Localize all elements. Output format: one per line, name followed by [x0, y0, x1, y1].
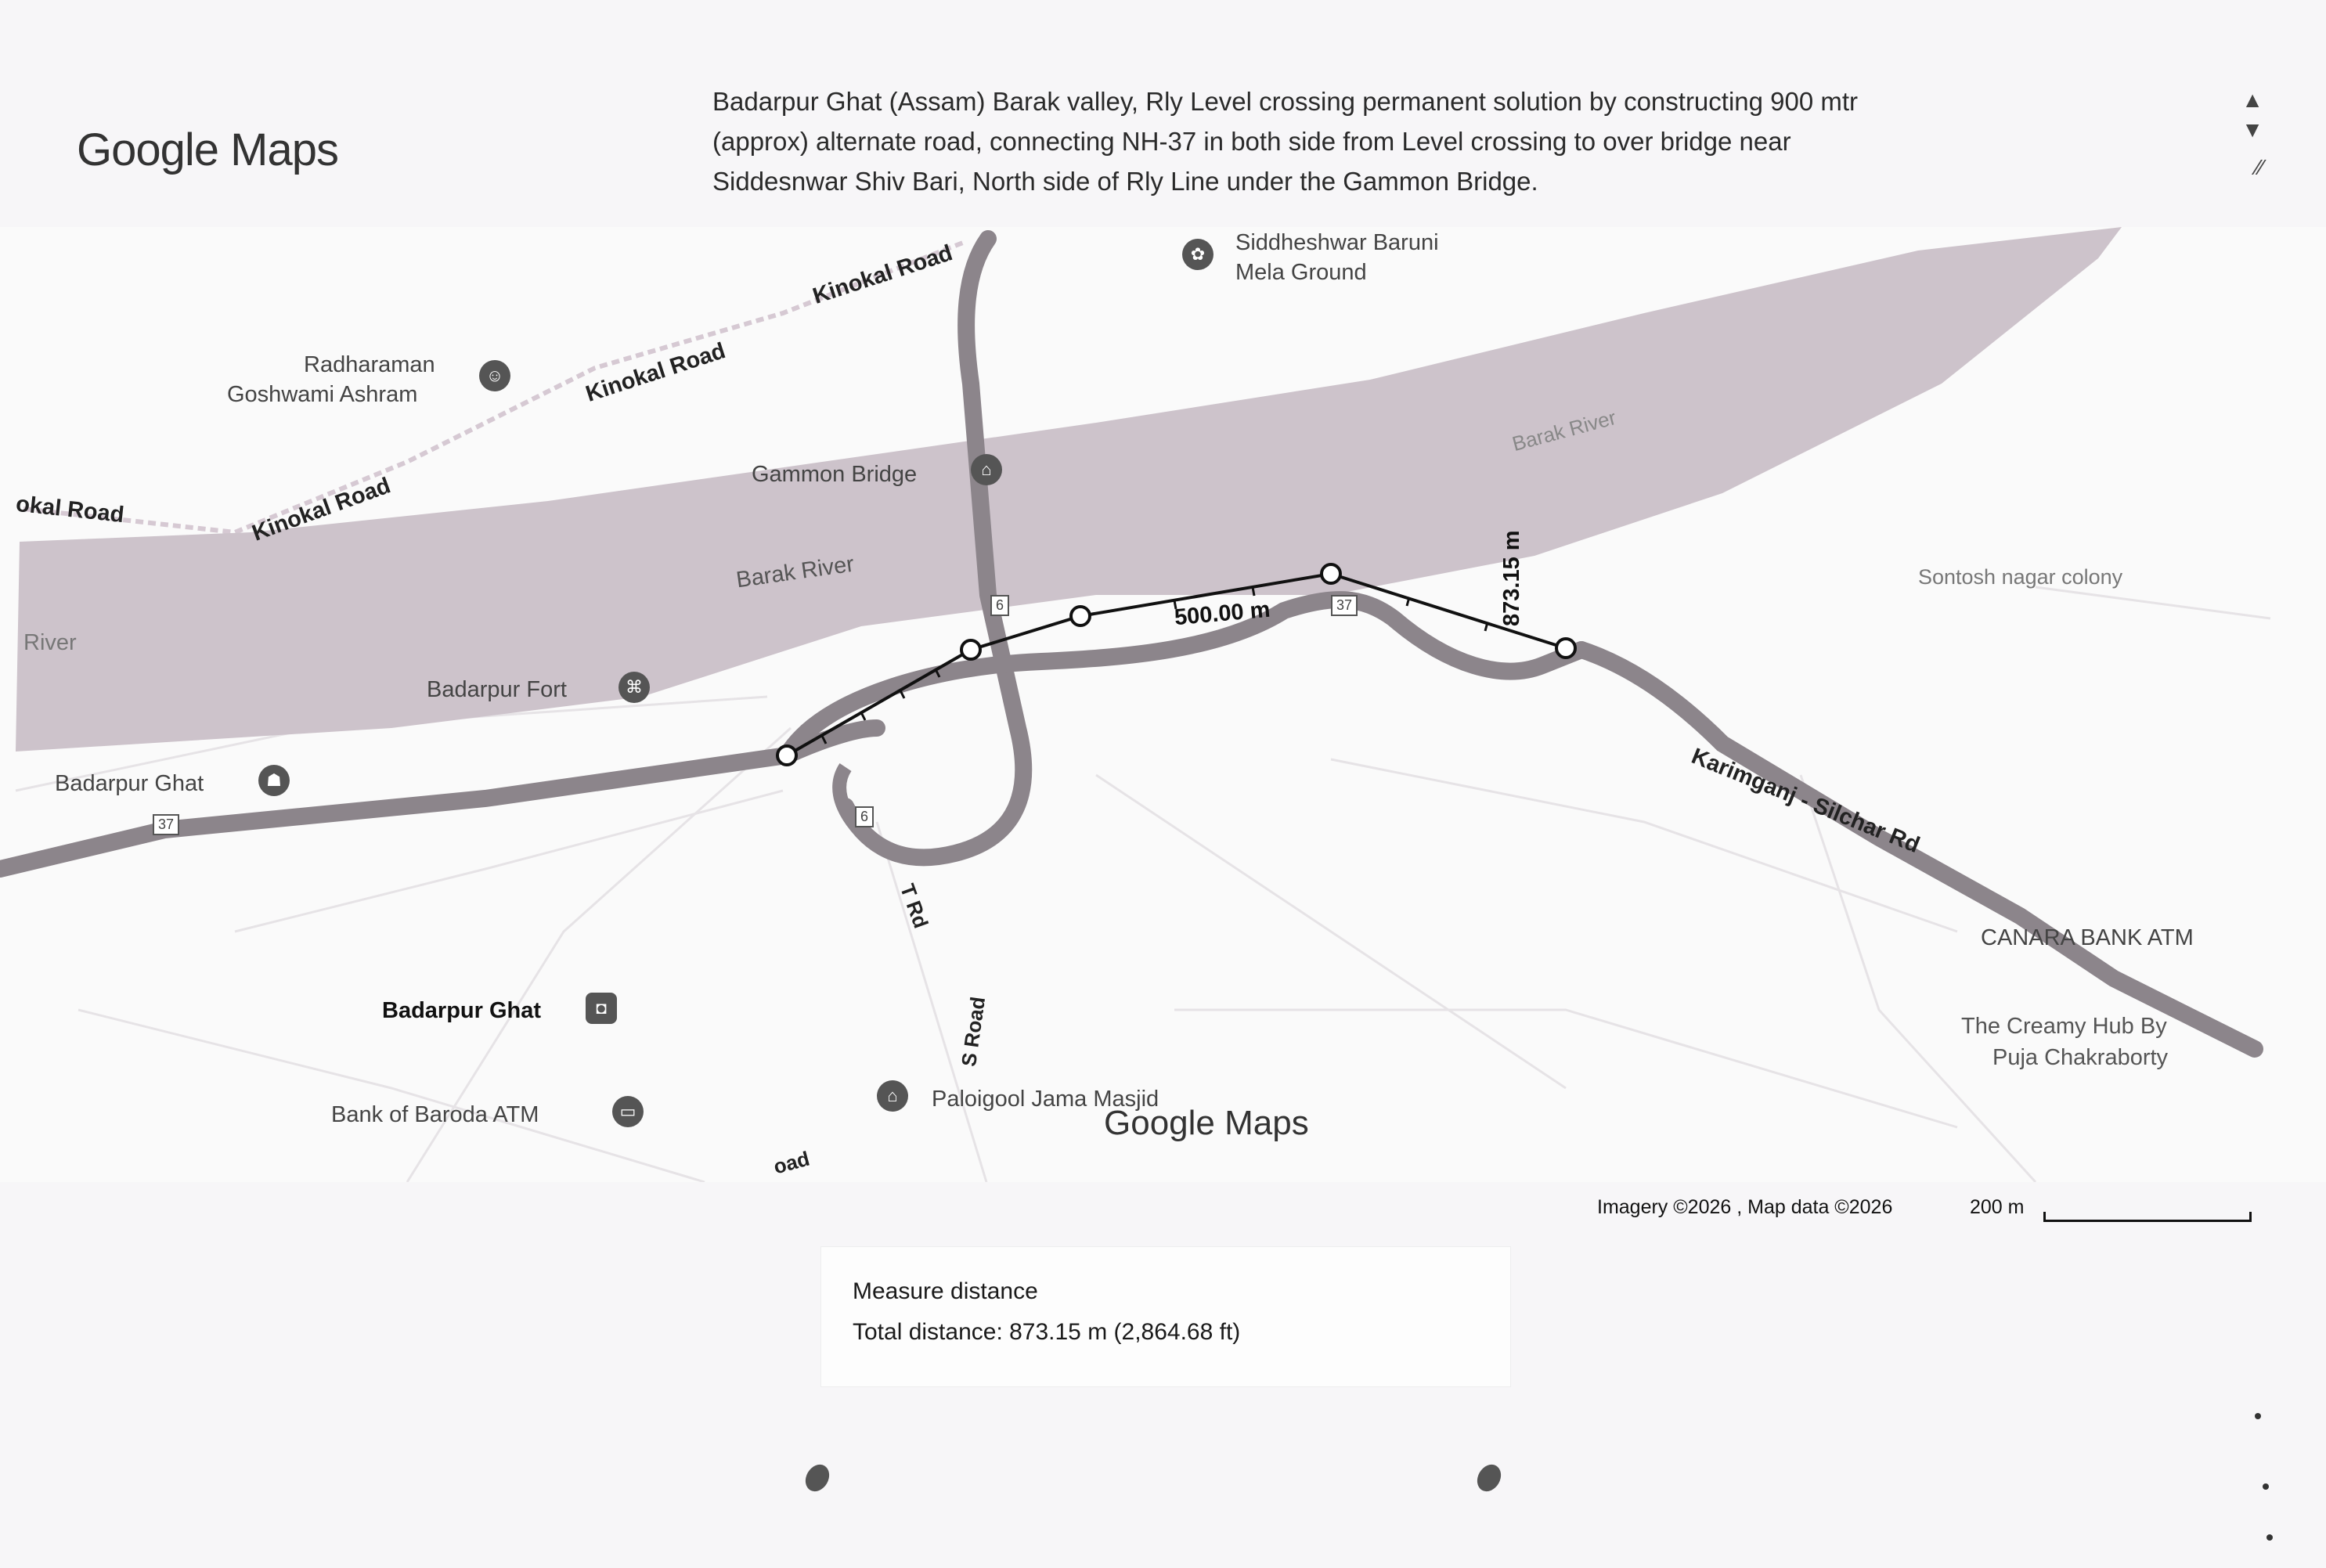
- speck-3: [2266, 1534, 2273, 1541]
- speck-1: [2255, 1413, 2261, 1419]
- siddheshwar-label-1[interactable]: Siddheshwar Baruni: [1235, 230, 1439, 255]
- resize-handle-icon[interactable]: ⁄⁄: [2256, 155, 2263, 179]
- karimganj-silchar-road-label: Karimganj - Silchar Rd: [1688, 744, 1924, 859]
- fort-poi-icon[interactable]: ⌘: [618, 672, 650, 703]
- creamy-hub-label-1[interactable]: The Creamy Hub By: [1961, 1014, 2167, 1039]
- atm-poi-icon[interactable]: ▭: [612, 1096, 644, 1127]
- bank-of-baroda-label[interactable]: Bank of Baroda ATM: [331, 1102, 539, 1127]
- speck-2: [2263, 1483, 2269, 1490]
- badarpur-ghat-label-1[interactable]: Badarpur Ghat: [55, 771, 204, 796]
- mosque-poi-icon[interactable]: ⌂: [877, 1080, 908, 1112]
- map-note: [712, 81, 2090, 201]
- road-label-cut: oad: [770, 1146, 813, 1179]
- bridge-poi-icon[interactable]: ⌂: [971, 454, 1002, 485]
- santosh-nagar-label[interactable]: Sontosh nagar colony: [1918, 565, 2123, 589]
- measure-title: Measure distance: [853, 1278, 1038, 1304]
- measure-total-label: 873.15 m: [1499, 530, 1524, 626]
- train-station-icon[interactable]: ◘: [586, 993, 617, 1024]
- paloigool-masjid-label[interactable]: Paloigool Jama Masjid: [932, 1087, 1159, 1112]
- measure-distance-panel: [820, 1246, 1511, 1387]
- radharaman-label-1[interactable]: Radharaman: [304, 352, 435, 377]
- paper-hole-left: [801, 1460, 834, 1495]
- paper-hole-right: [1473, 1460, 1506, 1495]
- t-road-label: T Rd: [895, 881, 933, 932]
- siddheshwar-label-2[interactable]: Mela Ground: [1235, 260, 1367, 285]
- radharaman-label-2[interactable]: Goshwami Ashram: [227, 382, 418, 407]
- badarpur-fort-label[interactable]: Badarpur Fort: [427, 677, 567, 702]
- kinokal-road-label-4: okal Road: [14, 491, 125, 528]
- kinokal-road-label-1: Kinokal Road: [810, 240, 956, 309]
- route-shield-6-north: 6: [990, 595, 1009, 616]
- siddheshwar-poi-icon[interactable]: ✿: [1182, 239, 1213, 270]
- note-line-3: Siddesnwar Shiv Bari, North side of Rly Line under the Gammon Bridge.: [712, 167, 1538, 196]
- canara-bank-label[interactable]: CANARA BANK ATM: [1981, 925, 2194, 950]
- route-shield-37-west: 37: [153, 814, 179, 835]
- map-attribution: Imagery ©2026 , Map data ©2026: [1597, 1196, 1893, 1218]
- barak-river-label-2: Barak River: [1509, 405, 1619, 456]
- scale-label: 200 m: [1970, 1196, 2025, 1218]
- note-line-1: Badarpur Ghat (Assam) Barak valley, Rly Level crossing permanent solution by constructing 900 mtr: [712, 87, 1859, 116]
- route-shield-37-east: 37: [1331, 595, 1358, 616]
- river-label-left: River: [23, 630, 77, 655]
- barak-river-label-1: Barak River: [734, 551, 856, 593]
- ashram-poi-icon[interactable]: ☺: [479, 360, 510, 391]
- measure-segment-label: 500.00 m: [1173, 597, 1271, 631]
- note-line-2: (approx) alternate road, connecting NH-37 in both side from Level crossing to over bridge near: [712, 127, 1791, 156]
- scale-bar: [2043, 1212, 2252, 1222]
- ghat-poi-icon[interactable]: ☗: [258, 765, 290, 796]
- route-shield-6-south: 6: [855, 806, 874, 827]
- scroll-down-icon[interactable]: ▼: [2241, 117, 2263, 142]
- gammon-bridge-label[interactable]: Gammon Bridge: [752, 462, 918, 487]
- google-maps-logo: Google Maps: [77, 124, 338, 175]
- s-road-label: S Road: [957, 995, 990, 1069]
- map-canvas[interactable]: [0, 227, 2326, 1182]
- kinokal-road-label-3: Kinokal Road: [248, 473, 395, 546]
- measure-total-distance: Total distance: 873.15 m (2,864.68 ft): [853, 1319, 1241, 1345]
- scroll-up-icon[interactable]: ▲: [2241, 88, 2263, 112]
- map-watermark: Google Maps: [1104, 1104, 1309, 1142]
- badarpur-ghat-station-label[interactable]: Badarpur Ghat: [382, 998, 542, 1023]
- creamy-hub-label-2[interactable]: Puja Chakraborty: [1992, 1045, 2169, 1070]
- kinokal-road-label-2: Kinokal Road: [582, 338, 729, 407]
